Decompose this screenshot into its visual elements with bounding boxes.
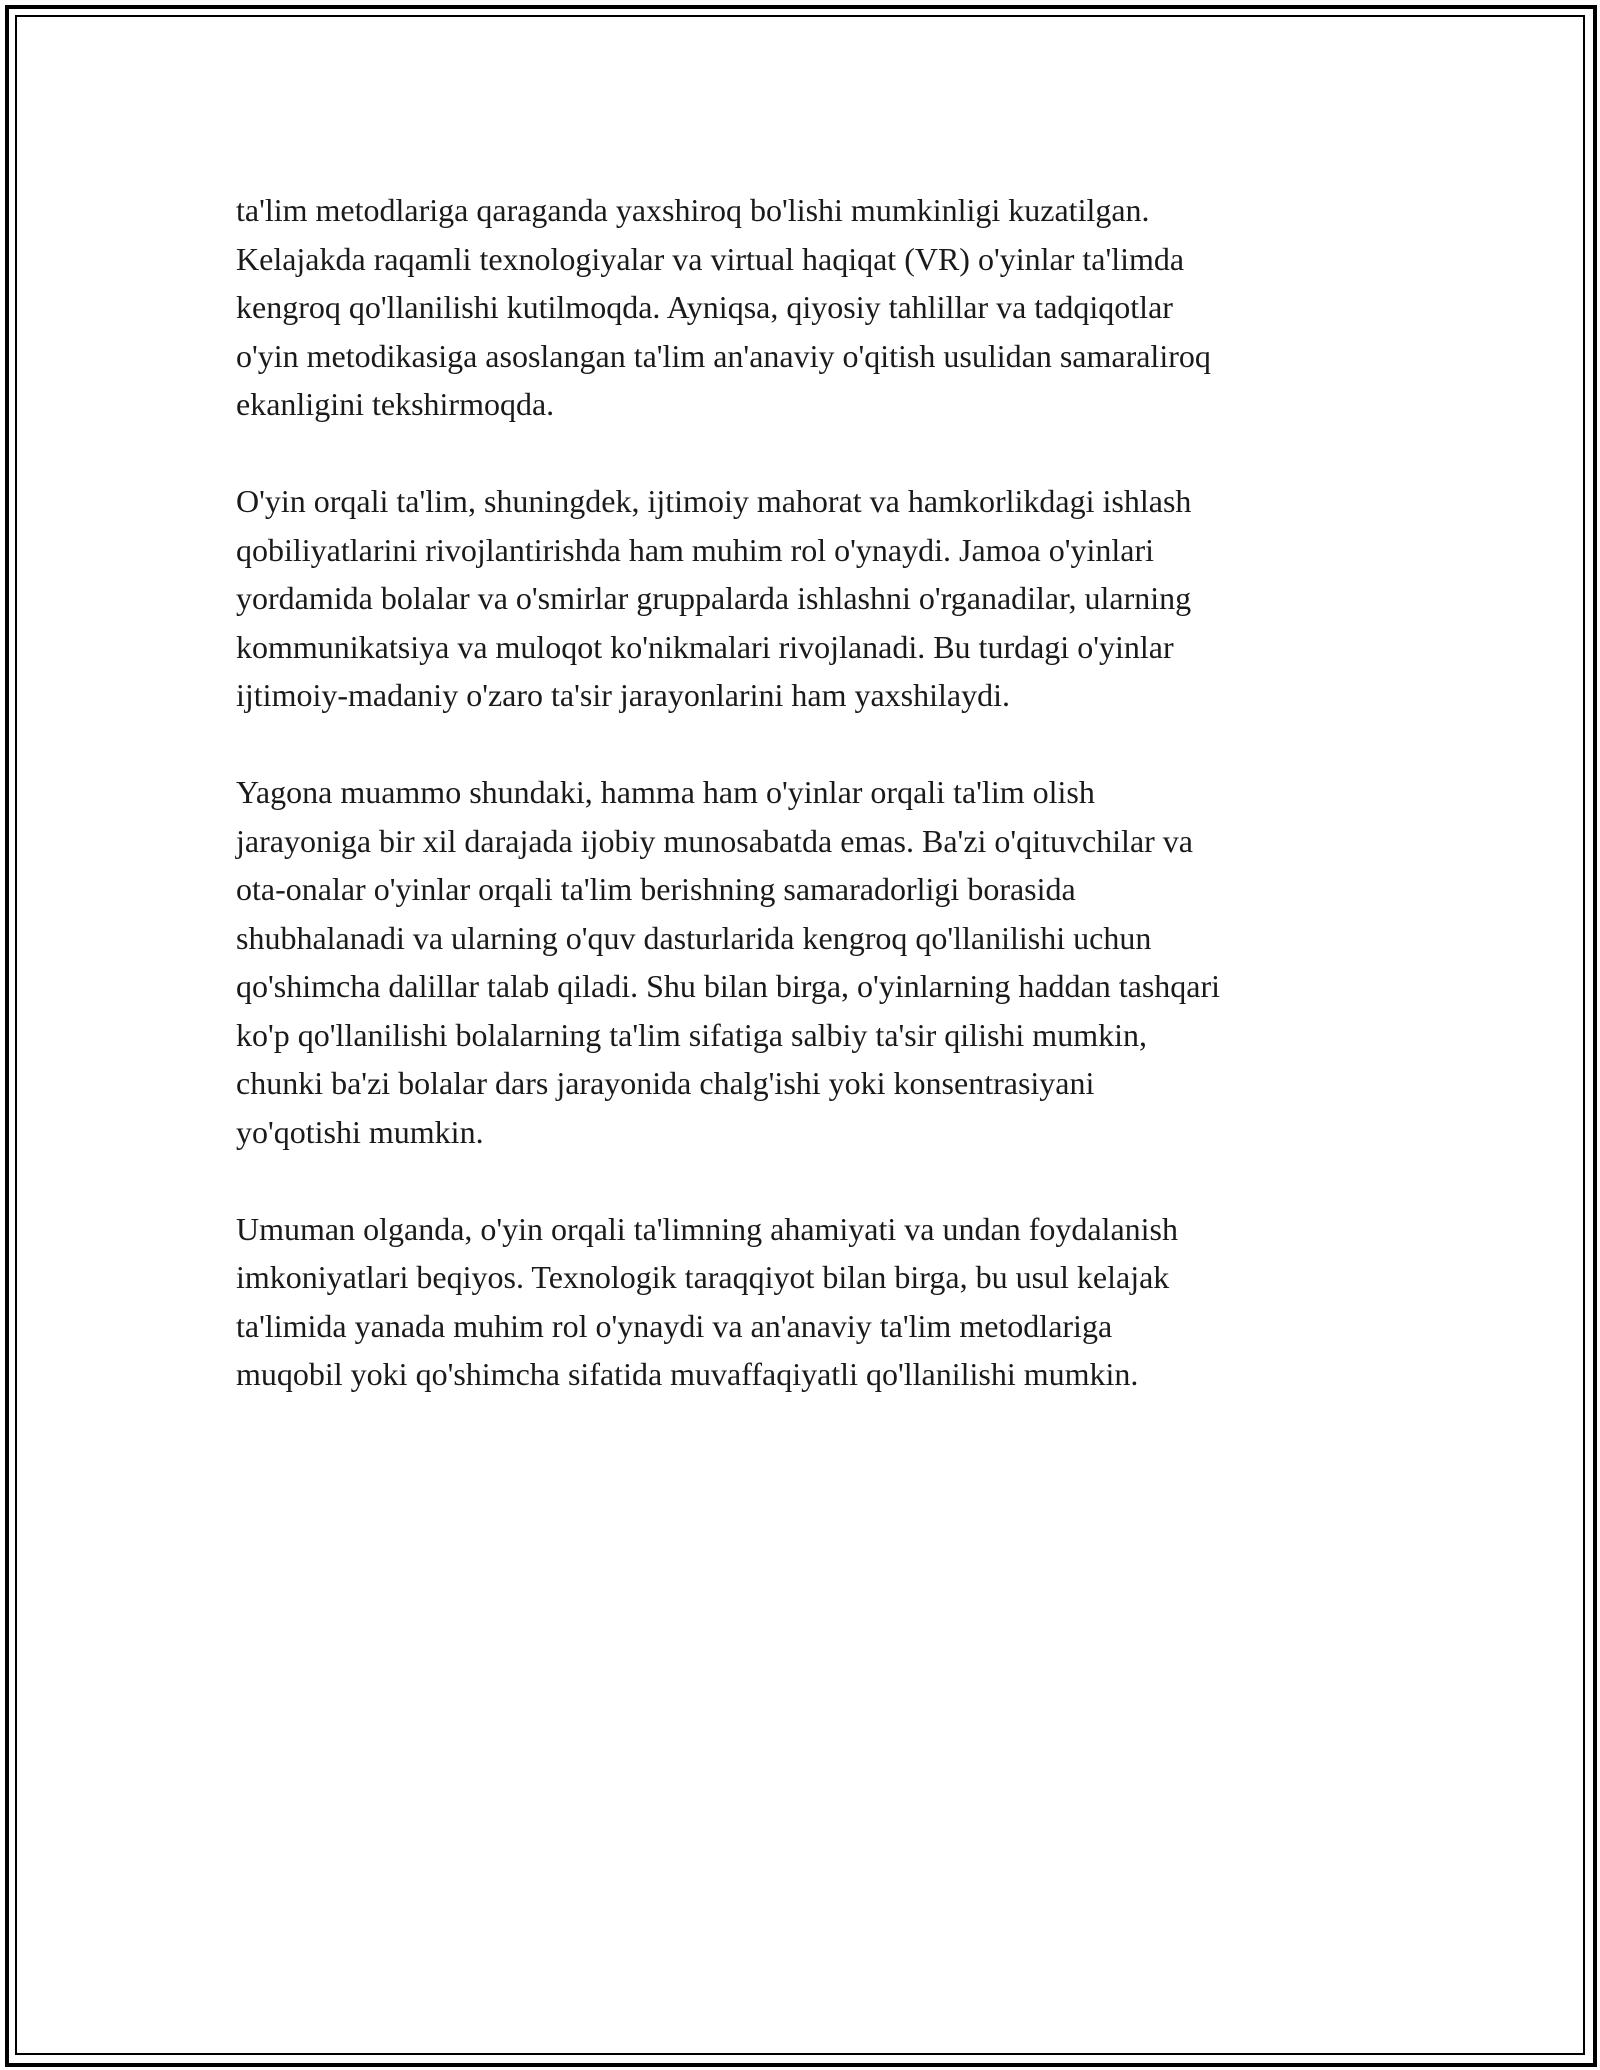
- text-line: ko'p qo'llanilishi bolalarning ta'lim sifatiga salbiy ta'sir qilishi mumkin,: [236, 1016, 1147, 1053]
- text-line: kommunikatsiya va muloqot ko'nikmalari rivojlanadi. Bu turdagi o'yinlar: [236, 628, 1174, 665]
- text-line: kengroq qo'llanilishi kutilmoqda. Ayniqsa, qiyosiy tahlillar va tadqiqotlar: [236, 289, 1173, 325]
- text-line: ta'lim metodlariga qaraganda yaxshiroq bo'lishi mumkinligi kuzatilgan.: [236, 192, 1150, 228]
- text-line: Umuman olganda, o'yin orqali ta'limning ahamiyati va undan foydalanish: [236, 1210, 1178, 1247]
- text-line: Yagona muammo shundaki, hamma ham o'yinlar orqali ta'lim olish: [236, 774, 1095, 810]
- text-line: Kelajakda raqamli texnologiyalar va virtual haqiqat (VR) o'yinlar ta'limda: [236, 240, 1185, 277]
- text-line: ekanligini tekshirmoqda.: [236, 386, 555, 422]
- text-line: O'yin orqali ta'lim, shuningdek, ijtimoiy mahorat va hamkorlikdagi ishlash: [236, 483, 1192, 519]
- text-line: chunki ba'zi bolalar dars jarayonida chalg'ishi yoki konsentrasiyani: [236, 1065, 1095, 1101]
- text-line: o'yin metodikasiga asoslangan ta'lim an'anaviy o'qitish usulidan samaraliroq: [236, 337, 1211, 374]
- text-line: qobiliyatlarini rivojlantirishda ham muhim rol o'ynaydi. Jamoa o'yinlari: [236, 531, 1155, 568]
- text-line: imkoniyatlari beqiyos. Texnologik taraqqiyot bilan birga, bu usul kelajak: [236, 1259, 1170, 1295]
- text-line: qo'shimcha dalillar talab qiladi. Shu bilan birga, o'yinlarning haddan tashqari: [236, 968, 1221, 1004]
- text-line: ta'limida yanada muhim rol o'ynaydi va an'anaviy ta'lim metodlariga: [236, 1307, 1113, 1344]
- text-line: muqobil yoki qo'shimcha sifatida muvaffaqiyatli qo'llanilishi mumkin.: [236, 1356, 1139, 1392]
- text-line: jarayoniga bir xil darajada ijobiy munosabatda emas. Ba'zi o'qituvchilar va: [236, 822, 1193, 859]
- text-line: ota-onalar o'yinlar orqali ta'lim berishning samaradorligi borasida: [236, 871, 1076, 907]
- text-line: ijtimoiy-madaniy o'zaro ta'sir jarayonlarini ham yaxshilaydi.: [236, 677, 1010, 713]
- document-body: [236, 186, 1386, 1447]
- paragraph: [236, 186, 1386, 429]
- paragraph: [236, 477, 1386, 720]
- paragraph: [236, 1205, 1386, 1399]
- text-line: yordamida bolalar va o'smirlar gruppalarda ishlashni o'rganadilar, ularning: [236, 580, 1192, 616]
- paragraph: [236, 768, 1386, 1156]
- text-line: yo'qotishi mumkin.: [236, 1113, 484, 1150]
- text-line: shubhalanadi va ularning o'quv dasturlarida kengroq qo'llanilishi uchun: [236, 919, 1152, 956]
